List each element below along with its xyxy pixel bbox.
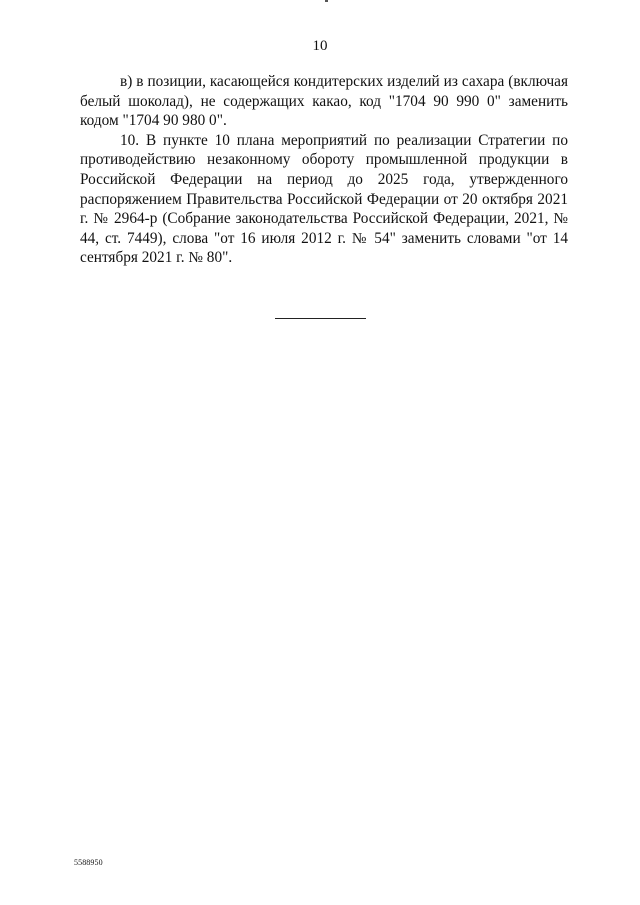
end-divider bbox=[275, 318, 366, 319]
document-body bbox=[80, 72, 568, 268]
paragraph-point-10: 10. В пункте 10 плана мероприятий по реализации Стратегии по противодействию незаконному обороту промышленной продукции в Российской Федерации на период до 2025 года, утвержденного распоряжением Правительства Российской Федерации от 20 октября 2021 г. № 2964-р (Собрание законодательства Российской Федерации, 2021, № 44, ст. 7449), слова "от 16 июля 2012 г. № 54" заменить словами "от 14 сентября 2021 г. № 80". bbox=[80, 131, 568, 267]
page-number: 10 bbox=[312, 38, 328, 54]
document-code: 5588950 bbox=[74, 858, 103, 867]
scan-mark bbox=[325, 0, 328, 2]
paragraph-subpoint-v: в) в позиции, касающейся кондитерских изделий из сахара (включая белый шоколад), не содержащих какао, код "1704 90 990 0" заменить кодом "1704 90 980 0". bbox=[80, 73, 568, 130]
